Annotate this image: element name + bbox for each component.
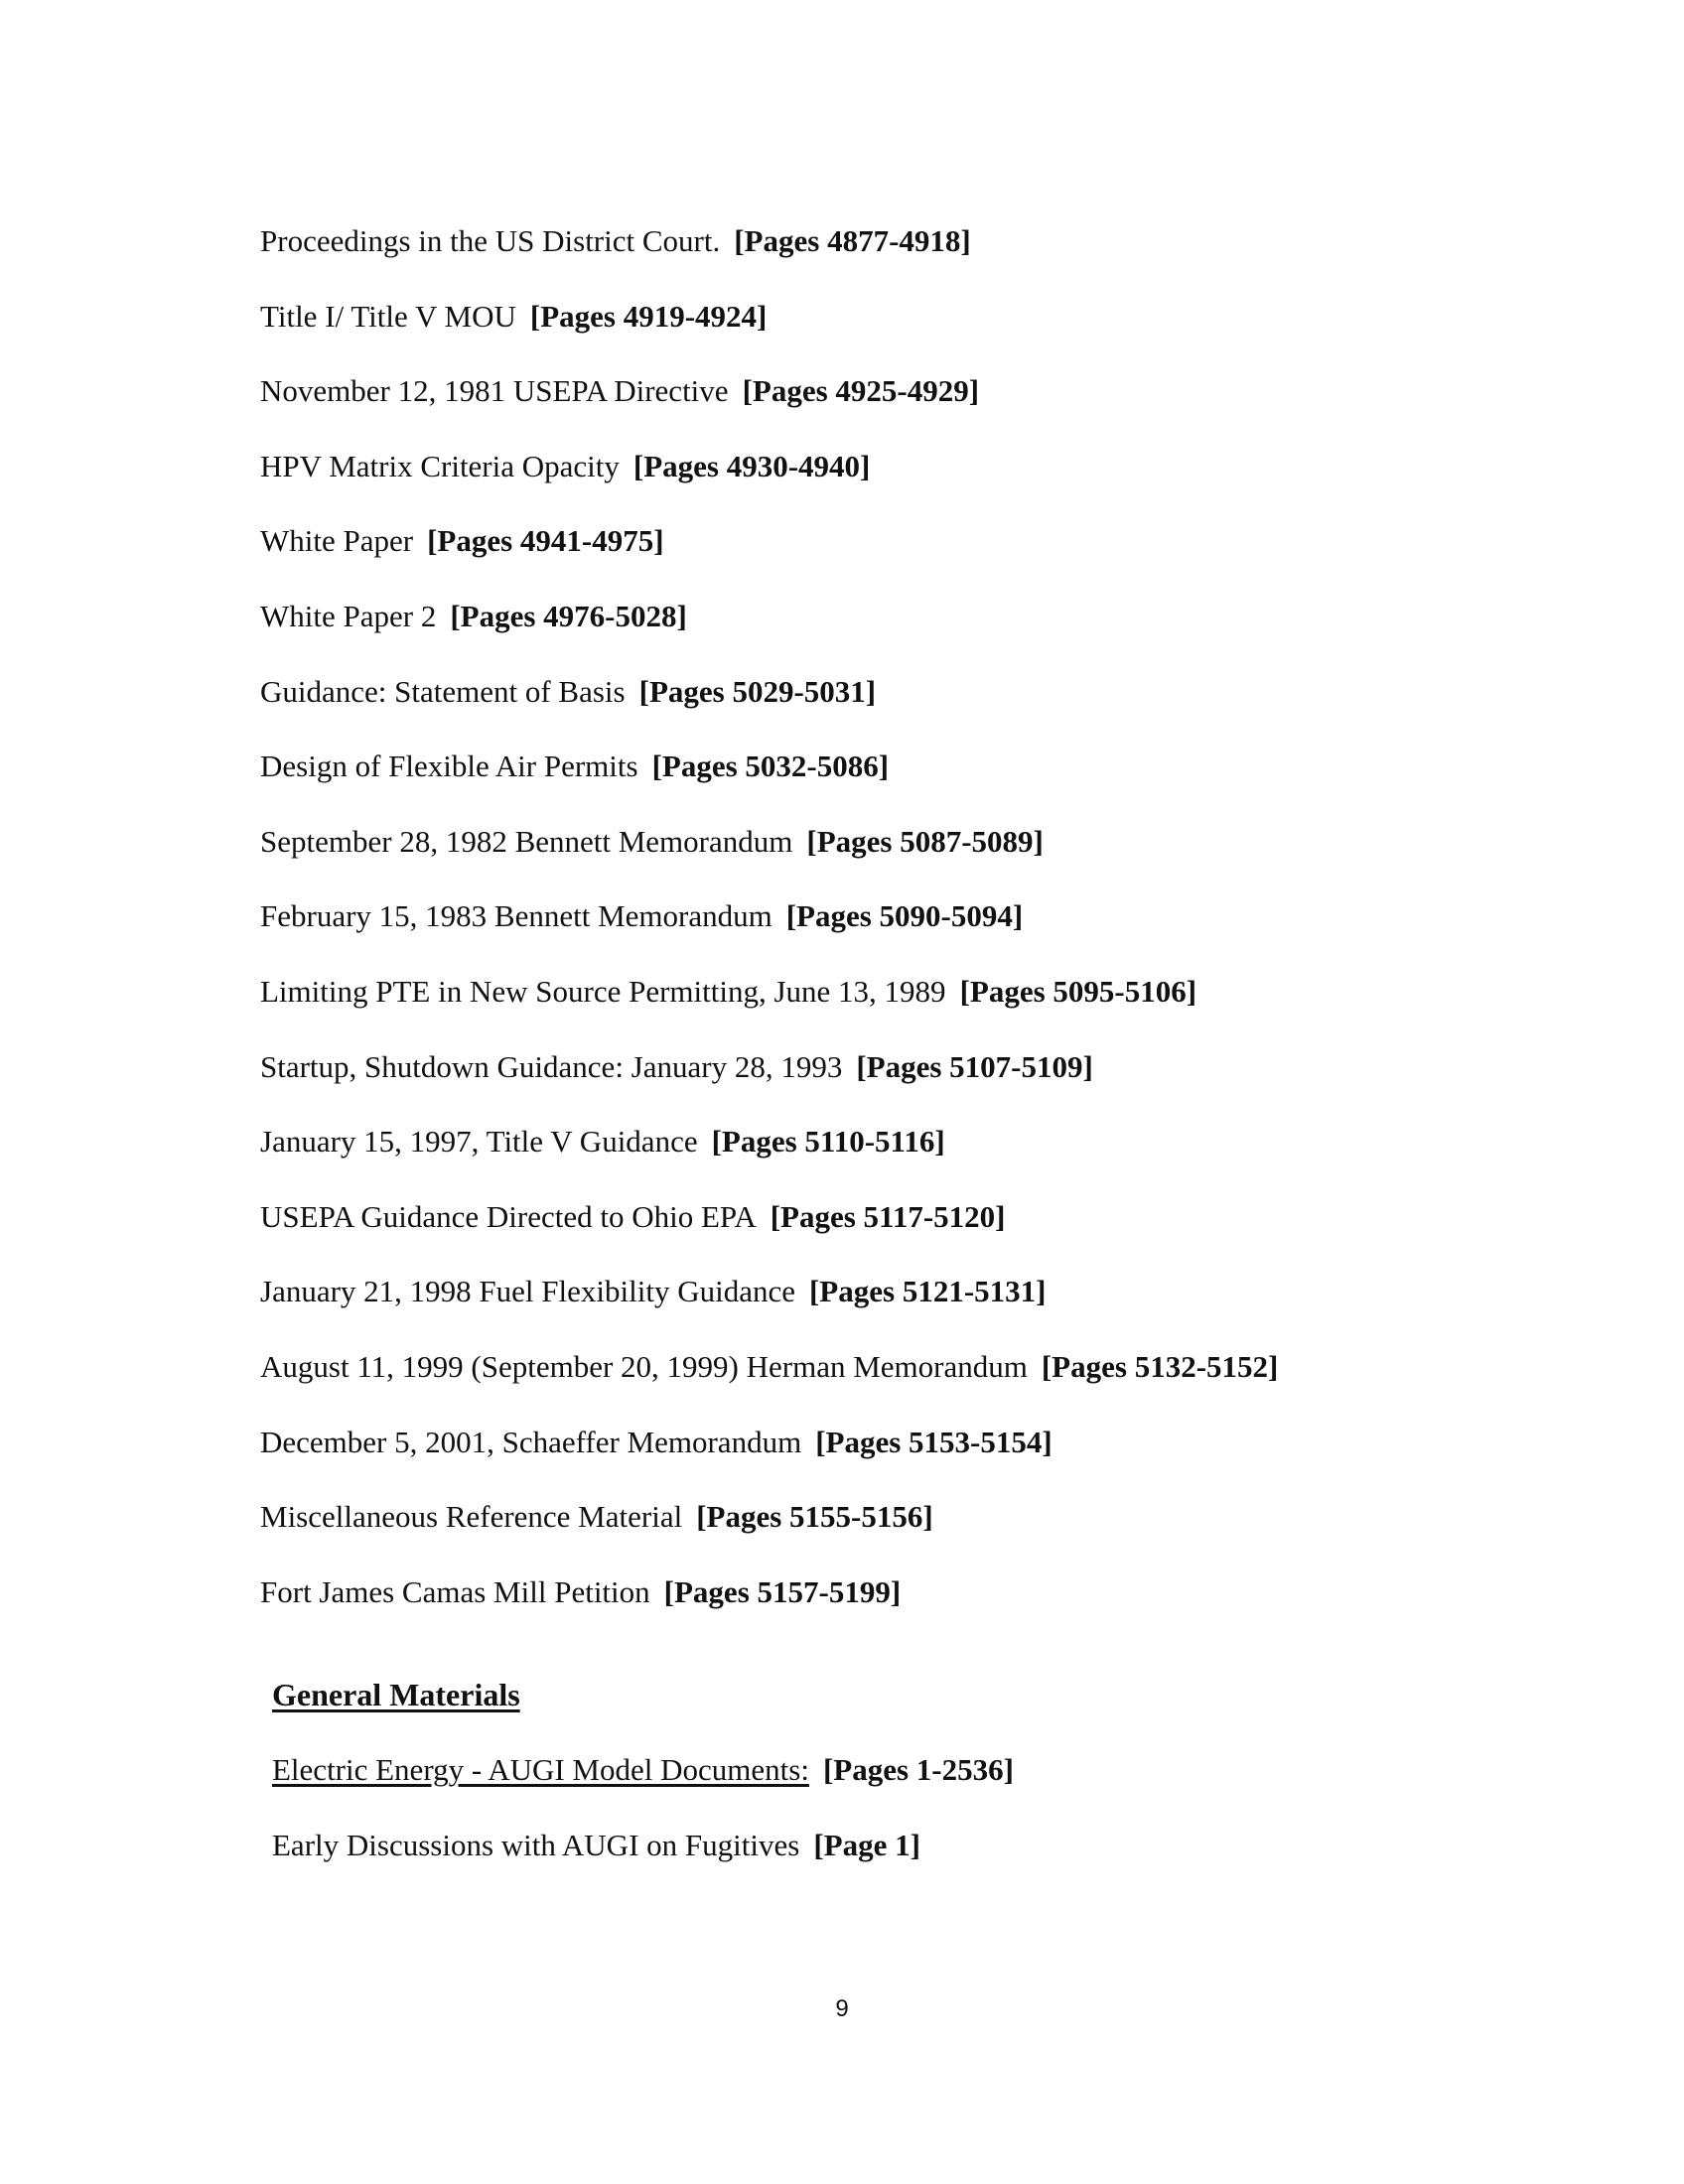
entry-pages: [Pages 4930-4940]	[632, 448, 871, 483]
entry-title: Title I/ Title V MOU	[260, 298, 516, 334]
entry-pages: [Pages 5110-5116]	[711, 1124, 945, 1160]
entry-pages: [Page 1]	[813, 1828, 920, 1862]
list-item	[272, 1824, 1464, 1899]
list-item	[260, 1267, 1551, 1342]
page-number: 9	[835, 1995, 849, 2022]
entry-pages: [Pages 4976-5028]	[450, 598, 687, 633]
list-item	[260, 1117, 1551, 1192]
entry-pages: [Pages 4925-4929]	[742, 373, 980, 409]
general-materials-section	[272, 1673, 1464, 1899]
list-item	[260, 366, 1551, 442]
entry-title: September 28, 1982 Bennett Memorandum	[260, 823, 793, 859]
entry-list	[260, 216, 1551, 1642]
list-item	[260, 1492, 1551, 1568]
entry-title: January 15, 1997, Title V Guidance	[260, 1124, 698, 1160]
entry-pages: [Pages 5029-5031]	[638, 673, 877, 709]
list-item	[260, 967, 1551, 1042]
entry-pages: [Pages 5155-5156]	[696, 1499, 933, 1535]
entry-title: Miscellaneous Reference Material	[260, 1499, 683, 1535]
entry-pages: [Pages 5117-5120]	[770, 1198, 1006, 1234]
entry-title: Design of Flexible Air Permits	[260, 749, 638, 784]
list-item	[260, 667, 1551, 743]
entry-title: Electric Energy - AUGI Model Documents:	[272, 1752, 809, 1787]
list-item	[260, 817, 1551, 892]
list-item	[260, 891, 1551, 967]
entry-title: January 21, 1998 Fuel Flexibility Guidance	[260, 1274, 795, 1309]
entry-title: November 12, 1981 USEPA Directive	[260, 373, 729, 409]
list-item	[260, 1418, 1551, 1493]
entry-title: Guidance: Statement of Basis	[260, 673, 626, 709]
section-heading: General Materials	[272, 1677, 520, 1712]
list-item	[260, 742, 1551, 817]
list-item	[272, 1748, 1464, 1824]
list-item	[260, 442, 1551, 517]
list-item	[260, 592, 1551, 667]
entry-title: Early Discussions with AUGI on Fugitives	[272, 1828, 800, 1862]
entry-title: Startup, Shutdown Guidance: January 28, 1993	[260, 1048, 843, 1084]
entry-pages: [Pages 4919-4924]	[529, 298, 768, 334]
entry-pages: [Pages 5090-5094]	[785, 898, 1024, 934]
entry-title: White Paper	[260, 523, 414, 559]
entry-pages: [Pages 5107-5109]	[856, 1048, 1093, 1084]
entry-title: February 15, 1983 Bennett Memorandum	[260, 898, 772, 934]
entry-pages: [Pages 5153-5154]	[815, 1424, 1052, 1459]
entry-pages: [Pages 5132-5152]	[1041, 1348, 1279, 1384]
entry-title: Fort James Camas Mill Petition	[260, 1573, 650, 1609]
entry-pages: [Pages 5087-5089]	[806, 823, 1044, 859]
entry-title: Proceedings in the US District Court.	[260, 223, 721, 258]
list-item	[260, 1342, 1551, 1418]
list-item	[260, 516, 1551, 592]
entry-pages: [Pages 5095-5106]	[959, 973, 1197, 1009]
list-item	[260, 1568, 1551, 1643]
entry-pages: [Pages 5157-5199]	[663, 1573, 902, 1609]
entry-title: White Paper 2	[260, 598, 437, 633]
entry-pages: [Pages 4877-4918]	[734, 223, 971, 258]
list-item	[260, 292, 1551, 367]
entry-title: HPV Matrix Criteria Opacity	[260, 448, 620, 483]
entry-title: Limiting PTE in New Source Permitting, June 13, 1989	[260, 973, 946, 1009]
entry-pages: [Pages 5032-5086]	[651, 749, 890, 784]
list-item	[260, 216, 1551, 292]
entry-pages: [Pages 4941-4975]	[427, 523, 664, 559]
entry-title: USEPA Guidance Directed to Ohio EPA	[260, 1198, 757, 1234]
list-item	[260, 1192, 1551, 1268]
entry-pages: [Pages 1-2536]	[822, 1752, 1014, 1787]
entry-title: August 11, 1999 (September 20, 1999) Herman Memorandum	[260, 1348, 1028, 1384]
entry-pages: [Pages 5121-5131]	[808, 1274, 1047, 1309]
entry-title: December 5, 2001, Schaeffer Memorandum	[260, 1424, 802, 1459]
list-item	[260, 1042, 1551, 1118]
